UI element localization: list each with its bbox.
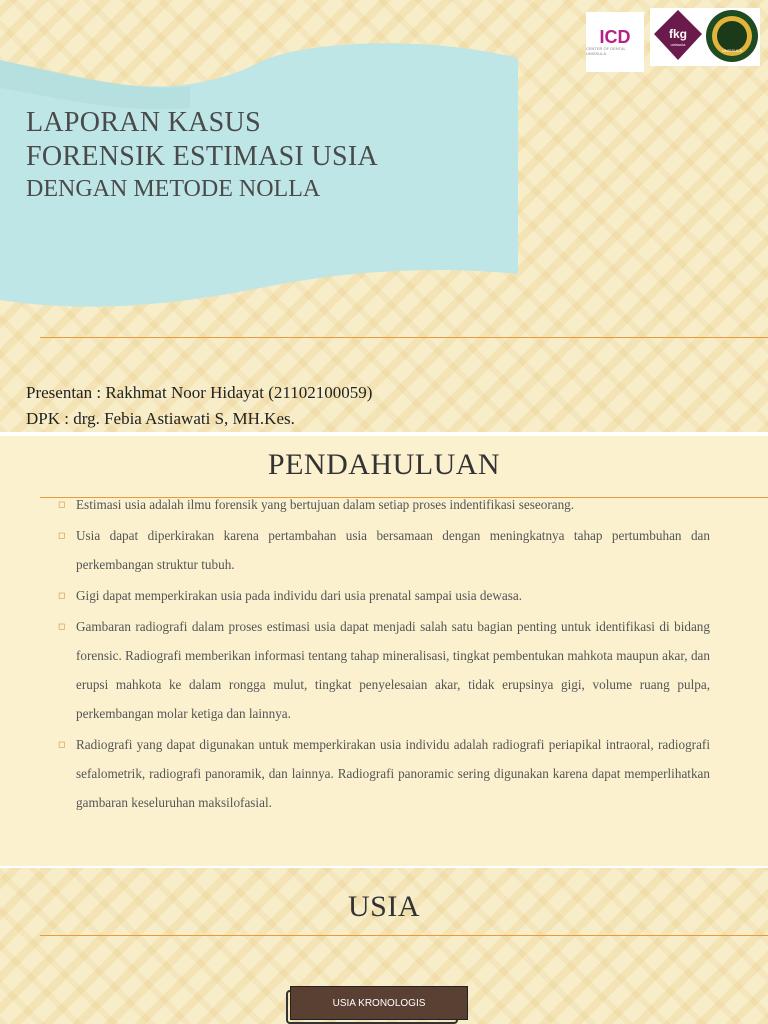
- introduction-slide: [0, 436, 768, 866]
- title-line-2: FORENSIK ESTIMASI USIA: [26, 141, 378, 172]
- title-slide: [0, 0, 768, 432]
- icd-logo: [586, 12, 644, 72]
- icd-logo-sub: CENTER OF DENTAL UNISSULA: [586, 46, 626, 56]
- logo-group: [586, 8, 760, 72]
- list-item: [58, 490, 710, 519]
- fkg-logo-text: fkg: [669, 27, 687, 41]
- icd-logo-text: ICD: [599, 27, 631, 47]
- list-item-text: Gambaran radiografi dalam proses estimasi usia dapat menjadi salah satu bagian penting untuk identifikasi di bidang forensic. Radiografi memberikan informasi tentang tahap mineralisasi, tingkat pembentukan mahkota maupun akar, dan erupsi mahkota ke dalam rongga mulut, tingkat penyelesaian akar, tidak erupsinya gigi, volume ruang pulpa, perkembangan molar ketiga dan lainnya.: [76, 619, 710, 721]
- list-item: [58, 581, 710, 610]
- bullet-icon: ◻: [58, 530, 66, 540]
- fkg-logo-sub: unissula: [670, 42, 686, 47]
- usia-kronologis-box: USIA KRONOLOGIS: [290, 986, 468, 1020]
- fkg-logo-icon: [650, 8, 760, 66]
- bullet-list: [58, 490, 710, 819]
- divider-line: [40, 337, 768, 338]
- title-block: [26, 106, 378, 204]
- list-item: [58, 612, 710, 728]
- section-heading: PENDAHULUAN: [267, 448, 501, 481]
- bullet-icon: ◻: [58, 590, 66, 600]
- bullet-icon: ◻: [58, 621, 66, 631]
- usia-slide: [0, 868, 768, 1024]
- list-item-text: Gigi dapat memperkirakan usia pada individu dari usia prenatal sampai usia dewasa.: [76, 588, 523, 603]
- title-line-1: LAPORAN KASUS: [26, 107, 261, 138]
- list-item: [58, 521, 710, 579]
- presenter-name: Presentan : Rakhmat Noor Hidayat (21102100059): [26, 383, 373, 402]
- bullet-icon: ◻: [58, 499, 66, 509]
- fkg-unissula-logos: [650, 8, 760, 66]
- presenter-info: [26, 380, 372, 432]
- list-item-text: Estimasi usia adalah ilmu forensik yang bertujuan dalam setiap proses indentifikasi seseorang.: [76, 497, 575, 512]
- seal-logo-text: UNISSULA: [721, 48, 743, 53]
- list-item-text: Radiografi yang dapat digunakan untuk memperkirakan usia individu adalah radiografi periapikal intraoral, radiografi sefalometrik, radiografi panoramik, dan lainnya. Radiografi panoramic sering digunakan karena dapat memperlihatkan gambaran keseluruhan maksilofasial.: [76, 737, 710, 810]
- dpk-name: DPK : drg. Febia Astiawati S, MH.Kes.: [26, 409, 295, 428]
- list-item: [58, 730, 710, 817]
- title-line-3: DENGAN METODE NOLLA: [26, 176, 321, 202]
- bullet-icon: ◻: [58, 739, 66, 749]
- heading-underline: [40, 935, 768, 936]
- list-item-text: Usia dapat diperkirakan karena pertambahan usia bersamaan dengan meningkatnya tahap pertumbuhan dan perkembangan struktur tubuh.: [76, 528, 710, 572]
- section-heading: USIA: [347, 890, 420, 923]
